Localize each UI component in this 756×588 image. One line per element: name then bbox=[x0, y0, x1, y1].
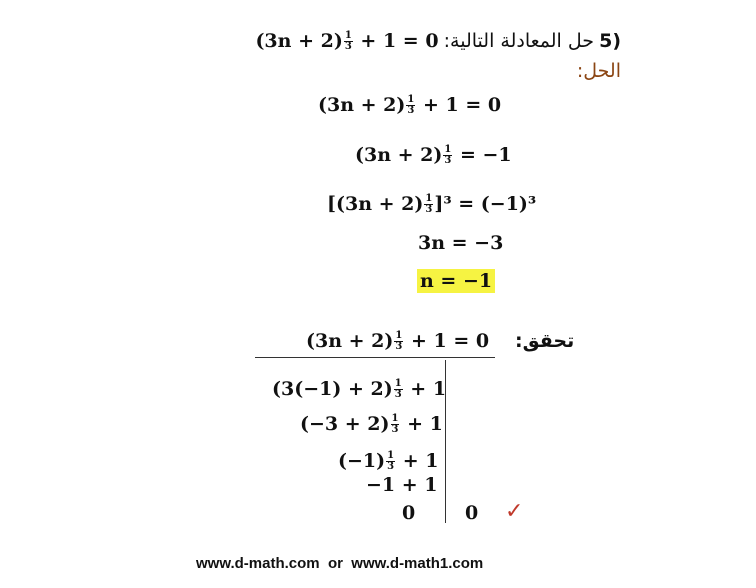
problem-number: 5) bbox=[599, 30, 621, 52]
problem-equation: (3n + 2) $\frac{1}{3}$ + 1 = 0 bbox=[255, 30, 439, 52]
step-4: 3n = −3 bbox=[418, 232, 504, 254]
exponent-fraction: $\frac{1}{3}$ bbox=[407, 94, 415, 116]
final-answer bbox=[417, 270, 495, 292]
exponent-fraction: $\frac{1}{3}$ bbox=[387, 450, 395, 472]
check-mark-icon: ✓ bbox=[505, 499, 524, 524]
exponent-fraction: $\frac{1}{3}$ bbox=[395, 330, 403, 352]
step-3: [(3n + 2) $\frac{1}{3}$ ]³ = (−1)³ bbox=[327, 193, 537, 215]
exponent-fraction: $\frac{1}{3}$ bbox=[394, 378, 402, 400]
verify-step-2: (−3 + 2) $\frac{1}{3}$ + 1 bbox=[300, 413, 443, 435]
verify-left-result: 0 bbox=[402, 502, 416, 524]
verify-step-4: −1 + 1 bbox=[366, 474, 438, 496]
exponent-fraction: $\frac{1}{3}$ bbox=[391, 413, 399, 435]
exponent-fraction: $\frac{1}{3}$ bbox=[444, 144, 452, 166]
answer-highlight: n = −1 bbox=[417, 269, 495, 293]
footer-links: www.d-math.com or www.d-math1.com bbox=[196, 555, 484, 572]
verify-horizontal-rule bbox=[255, 357, 495, 358]
verify-label: تحقق: bbox=[515, 330, 575, 352]
verify-step-1: (3(−1) + 2) $\frac{1}{3}$ + 1 bbox=[272, 378, 447, 400]
step-1: (3n + 2) $\frac{1}{3}$ + 1 = 0 bbox=[318, 94, 502, 116]
problem-label: حل المعادلة التالية: bbox=[443, 30, 594, 52]
verify-right-result: 0 bbox=[465, 502, 479, 524]
exponent-fraction: $\frac{1}{3}$ bbox=[344, 30, 352, 52]
verify-header: (3n + 2) $\frac{1}{3}$ + 1 = 0 bbox=[306, 330, 490, 352]
solution-label: الحل: bbox=[576, 60, 621, 82]
verify-step-3: (−1) $\frac{1}{3}$ + 1 bbox=[338, 450, 439, 472]
step-2: (3n + 2) $\frac{1}{3}$ = −1 bbox=[355, 144, 512, 166]
problem-line bbox=[255, 30, 621, 52]
exponent-fraction: $\frac{1}{3}$ bbox=[425, 193, 433, 215]
